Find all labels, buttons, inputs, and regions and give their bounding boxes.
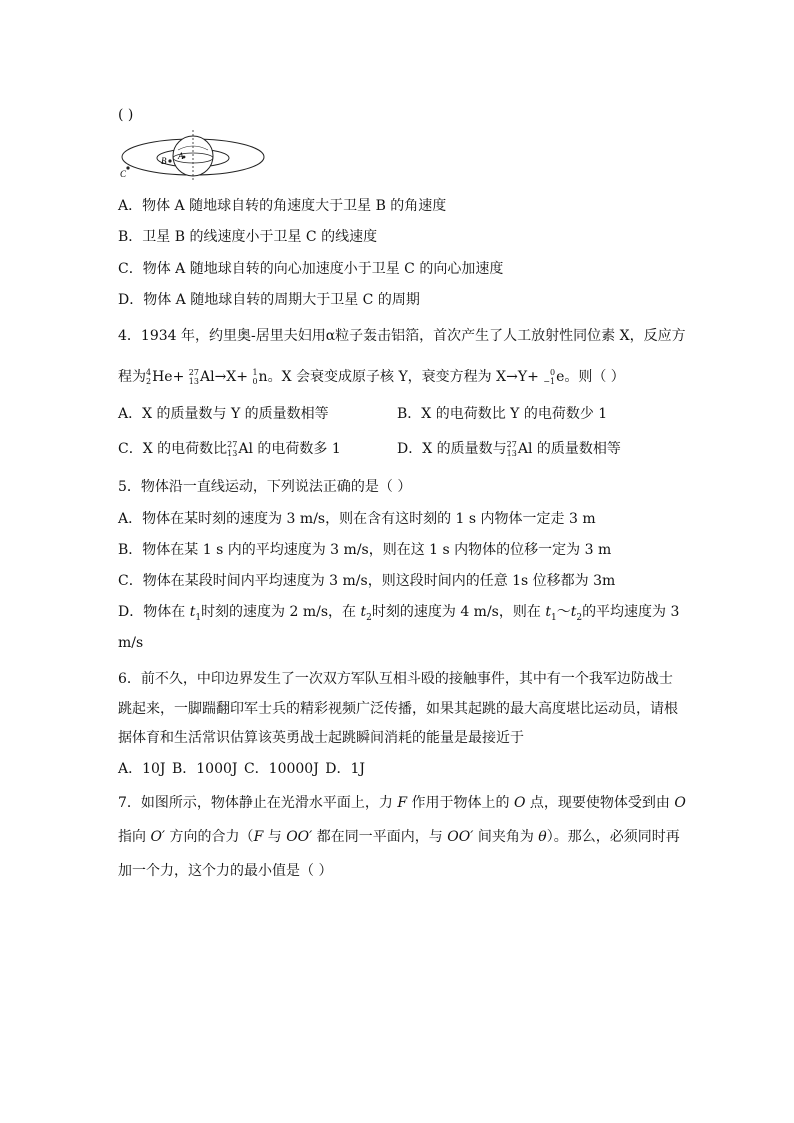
nuclide-al [189,368,215,386]
q5-stem: 5．物体沿一直线运动，下列说法正确的是（ ） [118,479,412,495]
n-symbol: n [258,369,268,385]
al-charge: 13 [188,377,199,386]
al-mass: 27 [188,368,199,377]
al-symbol: Al [199,369,215,385]
q4-option-d [397,440,621,458]
al-charge: 13 [227,449,238,458]
orbit-figure [120,128,270,184]
nuclide-al-c [227,440,253,458]
t-symbol: t [545,604,551,620]
t-sub-1: 1 [195,612,202,623]
q5-option-d-cont: m/s [118,635,144,651]
q6-stem-line1: 6．前不久，中印边界发生了一次双方军队互相斗殴的接触事件，其中有一个我军边防战士 [118,671,673,687]
q5-option-d [118,603,679,627]
nuclide-n [252,368,267,386]
al-mass: 27 [227,440,238,449]
q4-text-mid: 。X 会衰变成原子核 Y，衰变方程为 X→Y+ [267,369,539,385]
q7-text: 点，现要使物体受到由 [525,795,675,811]
line-oo-prime: OO′ [447,829,474,845]
q7-stem-line1 [118,794,686,812]
q5-option-a: A．物体在某时刻的速度为 3 m/s，则在含有这时刻的 1 s 内物体一定走 3 m [118,511,596,527]
q7-text: 方向的合力（ [165,829,254,845]
q4-c-prefix: C．X 的电荷数比 [118,441,228,457]
q5-option-c: C．物体在某段时间内平均速度为 3 m/s，则这段时间内的任意 1s 位移都为 3m [118,573,616,589]
q7-text: 间夹角为 [473,829,539,845]
he-charge: 2 [146,377,152,386]
q7-text: 与 [263,829,287,845]
q4-arrow: →X+ [214,369,248,385]
q4-option-a: A．X 的质量数与 Y 的质量数相等 [118,406,329,422]
q6-stem-line3: 据体育和生活常识估算该英勇战士起跳瞬间消耗的能量是最接近于 [118,730,524,746]
q6-options: A．10J B．1000J C．10000J D．1J [118,761,366,777]
q5-d-text5: 的平均速度为 3 [582,604,680,620]
q4-option-c [118,440,341,458]
label-b: B [161,156,167,166]
t-sub-2: 2 [576,612,583,623]
al-symbol: Al [238,441,253,457]
q4-text-suffix: 。则（ ） [564,369,625,385]
label-c: C [120,169,127,179]
nuclide-e [543,368,564,386]
q4-c-suffix: 的电荷数多 1 [257,441,341,457]
he-symbol: He [152,369,173,385]
n-charge: 0 [252,377,258,386]
q7-text: ）。那么，必须同时再 [546,829,680,845]
q7-text: 都在同一平面内，与 [312,829,448,845]
q4-plus: + [172,369,185,385]
point-o-prime: O′ [150,829,166,845]
satellite-c-dot [126,166,129,169]
q4-stem-line1: 4．1934 年，约里奥-居里夫妇用α粒子轰击铝箔，首次产生了人工放射性同位素 X，反应方 [118,328,686,344]
line-oo-prime: OO′ [286,829,313,845]
force-f: F [253,829,264,845]
q5-d-text2: 时刻的速度为 2 m/s，在 [201,604,361,620]
point-o: O [513,795,526,811]
q5-d-text3: 时刻的速度为 4 m/s，则在 [371,604,546,620]
t-sub-2: 2 [366,612,372,623]
q5-d-text1: D．物体在 [118,604,190,620]
t-sub-1: 1 [550,612,557,623]
q4-stem-line2 [118,368,625,386]
al-charge: 13 [506,449,517,458]
force-f: F [397,795,408,811]
q3-option-b: B．卫星 B 的线速度小于卫星 C 的线速度 [118,229,378,245]
point-o: O [674,795,686,811]
q3-option-d: D．物体 A 随地球自转的周期大于卫星 C 的周期 [118,292,420,308]
q7-text: 7．如图所示，物体静止在光滑水平面上，力 [118,795,398,811]
q5-option-b: B．物体在某 1 s 内的平均速度为 3 m/s，则在这 1 s 内物体的位移一定为 3 m [118,542,612,558]
t-symbol: t [189,604,196,620]
nuclide-he [146,368,173,386]
satellite-b-dot [168,159,171,162]
q4-text: 程为 [118,369,146,385]
nuclide-al-d [507,440,533,458]
q4-option-b: B．X 的电荷数比 Y 的电荷数少 1 [397,406,608,422]
he-mass: 4 [146,368,152,377]
t-symbol: t [360,604,367,620]
n-mass: 1 [252,368,258,377]
e-mass: 0 [549,368,556,377]
q7-text: 指向 [118,829,151,845]
q7-text: 作用于物体上的 [407,795,514,811]
label-a: A [178,151,184,161]
q7-stem-line3: 加一个力，这个力的最小值是（ ） [118,863,333,879]
e-charge: −1 [543,377,556,386]
q3-option-c: C．物体 A 随地球自转的向心加速度小于卫星 C 的向心加速度 [118,261,504,277]
q4-d-prefix: D．X 的质量数与 [397,441,507,457]
q7-stem-line2 [118,828,680,846]
e-symbol: e [556,369,565,385]
q6-stem-line2: 跳起来，一脚踹翻印军士兵的精彩视频广泛传播，如果其起跳的最大高度堪比运动员，请根 [118,701,678,717]
t-symbol: t [570,604,577,620]
q5-d-tilde: ～ [556,604,571,620]
al-symbol: Al [517,441,533,457]
angle-theta: θ [538,829,547,845]
q3-option-a: A．物体 A 随地球自转的角速度大于卫星 B 的角速度 [118,198,447,214]
q4-d-suffix: 的质量数相等 [536,441,621,457]
q3-answer-bracket: ( ) [118,107,134,123]
al-mass: 27 [506,440,517,449]
